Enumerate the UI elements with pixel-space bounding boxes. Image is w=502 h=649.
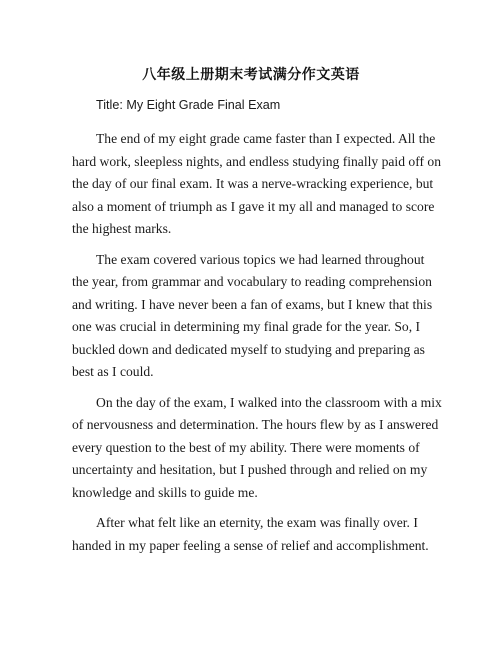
paragraph: The exam covered various topics we had learned throughout the year, from grammar and vocabulary to reading comprehension and writing. I have never been a fan of exams, but I knew that this one was crucial in determining my final grade for the year. So, I buckled down and dedicated myself to studying and preparing as best as I could.: [72, 251, 433, 379]
paragraph: The end of my eight grade came faster than I expected. All the hard work, sleepless nights, and endless studying finally paid off on the day of our final exam. It was a nerve-wracking experience, but also a moment of triumph as I gave it my all and managed to score the highest marks.: [72, 131, 441, 236]
document-heading: 八年级上册期末考试满分作文英语: [142, 67, 360, 83]
paragraph: After what felt like an eternity, the exam was finally over. I handed in my paper feeling a sense of relief and accomplishment.: [72, 515, 429, 553]
essay-title: Title: My Eight Grade Final Exam: [96, 98, 281, 112]
paragraph: On the day of the exam, I walked into the classroom with a mix of nervousness and determination. The hours flew by as I answered every question to the best of my ability. There were moments of uncertainty and hesitation, but I pushed through and relied on my knowledge and skills to guide me.: [72, 394, 442, 500]
essay-body: [72, 128, 444, 565]
